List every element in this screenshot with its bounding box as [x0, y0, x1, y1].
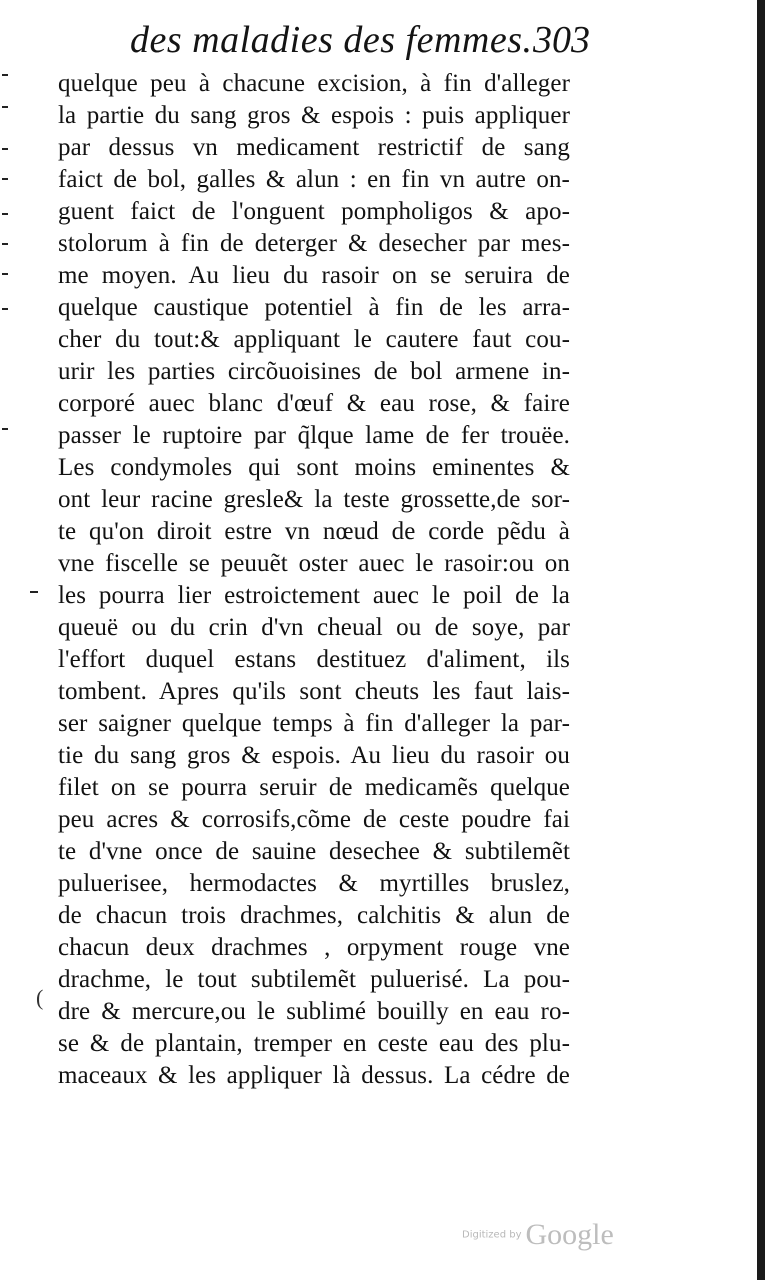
text-line: l'effort duquel estans destituez d'aliment, ils [58, 646, 570, 673]
text-line: passer le ruptoire par q̃lque lame de fer trouëe. [58, 422, 570, 449]
text-line: Les condymoles qui sont moins eminentes & [58, 454, 570, 481]
text-line: tombent. Apres qu'ils sont cheuts les faut lais- [58, 678, 570, 705]
text-line: de chacun trois drachmes, calchitis & alun de [58, 902, 570, 929]
text-line: par dessus vn medicament restrictif de sang [58, 134, 570, 161]
margin-mark [2, 243, 8, 245]
page-spine-edge [757, 0, 765, 1280]
text-line: stolorum à fin de deterger & desecher par mes- [58, 230, 570, 257]
text-line: se & de plantain, tremper en ceste eau des plu- [58, 1030, 570, 1057]
watermark-brand: Google [525, 1218, 614, 1251]
text-line: guent faict de l'onguent pompholigos & apo- [58, 198, 570, 225]
text-line: urir les parties circõuoisines de bol armene in- [58, 358, 570, 385]
text-line: peu acres & corrosifs,cõme de ceste poudre fai [58, 806, 570, 833]
page-header [130, 18, 590, 70]
text-line: te qu'on diroit estre vn nœud de corde pẽdu à [58, 518, 570, 545]
text-line: cher du tout:& appliquant le cautere faut cou- [58, 326, 570, 353]
text-line: filet on se pourra seruir de medicamẽs quelque [58, 774, 570, 801]
margin-mark [2, 106, 8, 108]
text-line: ont leur racine gresle& la teste grossette,de sor- [58, 486, 570, 513]
margin-mark [2, 148, 8, 150]
text-line: me moyen. Au lieu du rasoir on se seruira de [58, 262, 570, 289]
text-line: corporé auec blanc d'œuf & eau rose, & faire [58, 390, 570, 417]
watermark-prefix: Digitized by [462, 1229, 522, 1241]
running-title: des maladies des femmes. [130, 19, 533, 61]
margin-mark [2, 178, 8, 180]
text-line: chacun deux drachmes , orpyment rouge vne [58, 934, 570, 961]
text-line: les pourra lier estroictement auec le poil de la [58, 582, 570, 609]
margin-mark [2, 74, 8, 76]
text-line: quelque caustique potentiel à fin de les arra- [58, 294, 570, 321]
text-line: te d'vne once de sauine desechee & subtilemẽt [58, 838, 570, 865]
text-line: maceaux & les appliquer là dessus. La cédre de [58, 1062, 570, 1089]
margin-mark [2, 273, 8, 275]
text-line: tie du sang gros & espois. Au lieu du rasoir ou [58, 742, 570, 769]
body-text [58, 68, 570, 1092]
page-number: 303 [533, 19, 590, 61]
margin-bracket: ( [36, 985, 44, 1010]
text-line: la partie du sang gros & espois : puis appliquer [58, 102, 570, 129]
text-line: vne fiscelle se peuuẽt oster auec le rasoir:ou on [58, 550, 570, 577]
text-line: ser saigner quelque temps à fin d'alleger la par- [58, 710, 570, 737]
text-line: quelque peu à chacune excision, à fin d'alleger [58, 70, 570, 97]
text-line: puluerisee, hermodactes & myrtilles bruslez, [58, 870, 570, 897]
margin-dash [30, 591, 38, 593]
margin-mark [2, 213, 8, 215]
text-line: dre & mercure,ou le sublimé bouilly en eau ro- [58, 998, 570, 1025]
text-line: drachme, le tout subtilemẽt puluerisé. La pou- [58, 966, 570, 993]
text-line: faict de bol, galles & alun : en fin vn autre on- [58, 166, 570, 193]
margin-mark [2, 308, 8, 310]
text-line: queuë ou du crin d'vn cheual ou de soye, par [58, 614, 570, 641]
margin-mark [2, 428, 8, 430]
digitized-watermark [462, 1218, 642, 1258]
